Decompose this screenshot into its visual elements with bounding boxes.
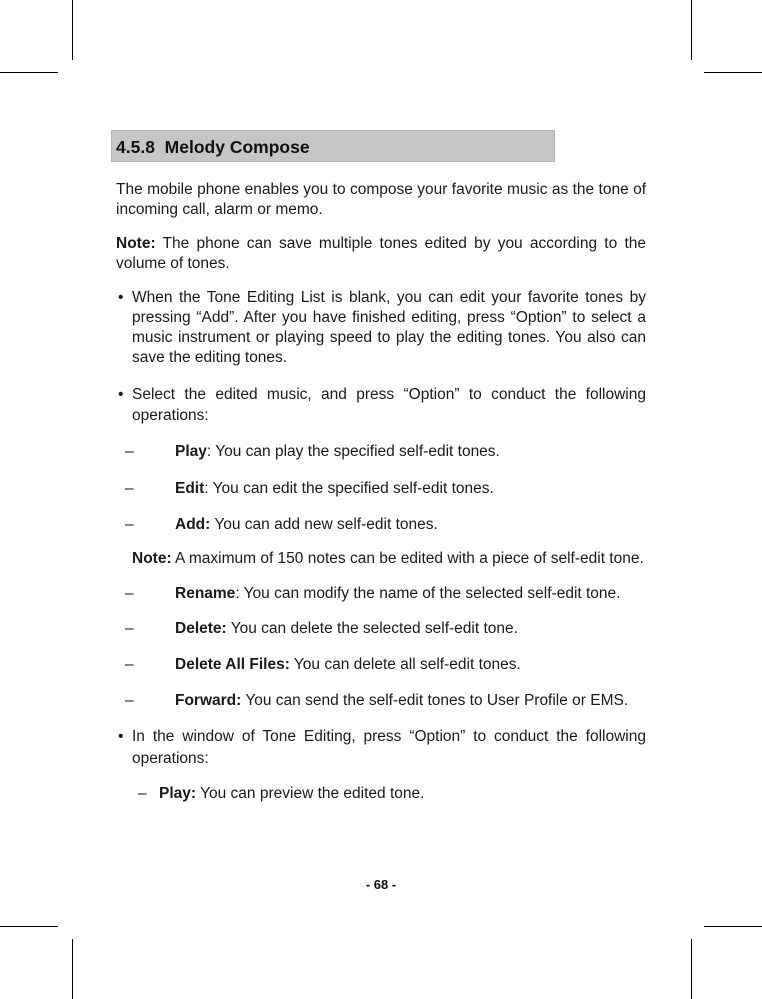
section-heading-bar [111,130,555,162]
list-item-edit: – Edit: You can edit the specified self-edit tones. [125,480,494,497]
list-item-delete-all: – Delete All Files: You can delete all self-edit tones. [125,656,521,673]
list-item-play: – Play: You can play the specified self-edit tones. [125,443,500,460]
dash-icon: – [125,443,134,460]
bullet-icon: • [118,386,124,403]
list-item-add: – Add: You can add new self-edit tones. [125,516,438,533]
crop-mark-bottom-right-v [691,939,692,999]
crop-mark-bottom-right-h [704,926,762,927]
dash-icon: – [125,585,134,602]
list-item-preview: – Play: You can preview the edited tone. [138,785,425,802]
intro-paragraph: The mobile phone enables you to compose your favorite music as the tone of incoming call, alarm or memo. [116,181,646,218]
dash-icon: – [138,785,147,802]
bullet-item [116,384,646,426]
crop-mark-bottom-left-v [72,939,73,999]
crop-mark-top-right-h [704,72,762,73]
section-heading [116,137,310,158]
page-number: - 68 - [365,877,397,892]
crop-mark-top-left-h [0,72,58,73]
bullet-item [116,726,646,770]
section-number: 4.5.8 [116,137,155,157]
bullet-icon: • [118,728,124,745]
dash-icon: – [125,620,134,637]
list-item-rename: – Rename: You can modify the name of the selected self-edit tone. [125,585,621,602]
note-text: A maximum of 150 notes can be edited with a piece of self-edit tone. [171,550,644,567]
dash-icon: – [125,480,134,497]
crop-mark-top-right-v [691,0,692,60]
crop-mark-bottom-left-h [0,926,58,927]
note-label: Note: [132,550,172,567]
note-paragraph [116,234,646,274]
note-text: The phone can save multiple tones edited by you according to the volume of tones. [116,235,646,272]
dash-icon: – [125,692,134,709]
list-item-forward: – Forward: You can send the self-edit tones to User Profile or EMS. [125,692,629,709]
dash-icon: – [125,516,134,533]
bullet-text: In the window of Tone Editing, press “Option” to conduct the following operations: [132,728,646,767]
bullet-item [116,288,646,368]
section-title: Melody Compose [164,137,310,157]
bullet-icon: • [118,289,124,306]
note-label: Note: [116,235,156,252]
page-body [116,180,646,804]
bullet-text: When the Tone Editing List is blank, you can edit your favorite tones by pressing “Add”. After you have finished editing, press “Option” to select a music instrument or playing speed to play the editing tones. You also can save the editing tones. [132,289,646,366]
list-item-delete: – Delete: You can delete the selected self-edit tone. [125,620,518,637]
crop-mark-top-left-v [72,0,73,60]
dash-icon: – [125,656,134,673]
bullet-text: Select the edited music, and press “Option” to conduct the following operations: [132,386,646,424]
note-paragraph-2 [116,549,646,569]
